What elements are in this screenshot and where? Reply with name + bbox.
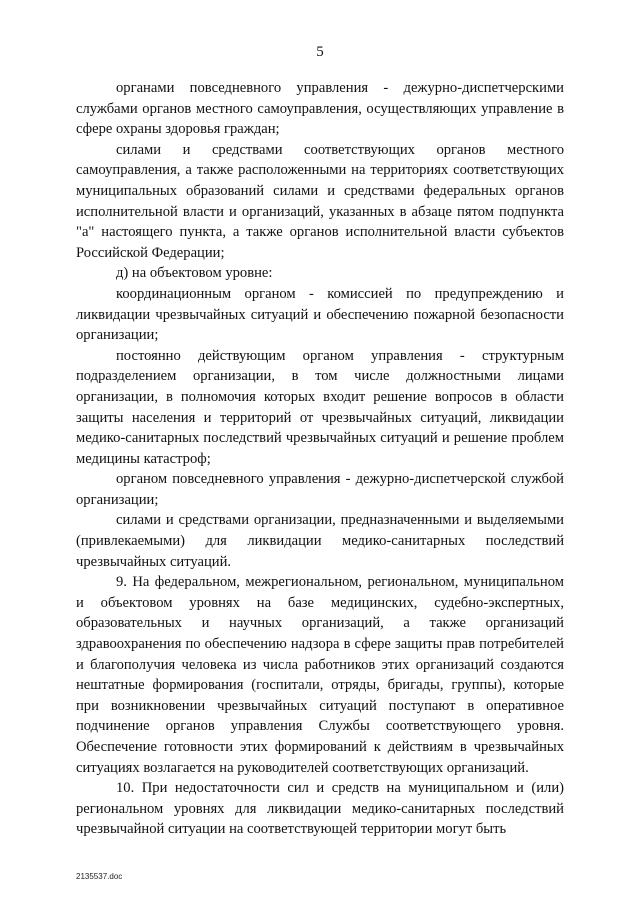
paragraph: органами повседневного управления - дежурно-диспетчерскими службами органов местного самоуправления, осуществляющих управление в сфере охраны здоровья граждан; — [76, 80, 564, 138]
file-name-footer: 2135537.doc — [76, 872, 123, 881]
paragraph: 9. На федеральном, межрегиональном, региональном, муниципальном и объектовом уровнях на базе медицинских, судебно-экспертных, образовательных и научных организаций, а также организаций здравоохранения по обеспечению надзора в сфере защиты прав потребителей и благополучия человека из числа работников этих организаций создаются нештатные формирования (госпитали, отряды, бригады, группы), которые при возникновении чрезвычайных ситуаций поступают в оперативное подчинение органов управления Службы соответствующего уровня. Обеспечение готовности этих формирований к действиям в чрезвычайных ситуациях возлагается на руководителей соответствующих организаций. — [76, 574, 564, 776]
document-body — [76, 78, 564, 840]
paragraph: силами и средствами организации, предназначенными и выделяемыми (привлекаемыми) для ликвидации медико-санитарных последствий чрезвычайных ситуаций. — [76, 512, 564, 570]
page-number: 5 — [316, 44, 324, 60]
paragraph: органом повседневного управления - дежурно-диспетчерской службой организации; — [76, 471, 564, 508]
paragraph: силами и средствами соответствующих органов местного самоуправления, а также расположенными на территориях соответствующих муниципальных образований силами и средствами федеральных органов исполнительной власти и организаций, указанных в абзаце пятом подпункта "а" настоящего пункта, а также органов исполнительной власти субъектов Российской Федерации; — [76, 141, 564, 261]
paragraph: 10. При недостаточности сил и средств на муниципальном и (или) региональном уровнях для ликвидации медико-санитарных последствий чрезвычайной ситуации на соответствующей территории могут быть — [76, 780, 564, 838]
paragraph: координационным органом - комиссией по предупреждению и ликвидации чрезвычайных ситуаций и обеспечению пожарной безопасности организации; — [76, 285, 564, 344]
paragraph: д) на объектовом уровне: — [116, 265, 273, 282]
paragraph: постоянно действующим органом управления - структурным подразделением организации, в том числе должностными лицами организации, в полномочия которых входит решение вопросов в области защиты населения и территорий от чрезвычайных ситуаций, ликвидации медико-санитарных последствий чрезвычайных ситуаций и решение проблем медицины катастроф; — [76, 347, 564, 467]
